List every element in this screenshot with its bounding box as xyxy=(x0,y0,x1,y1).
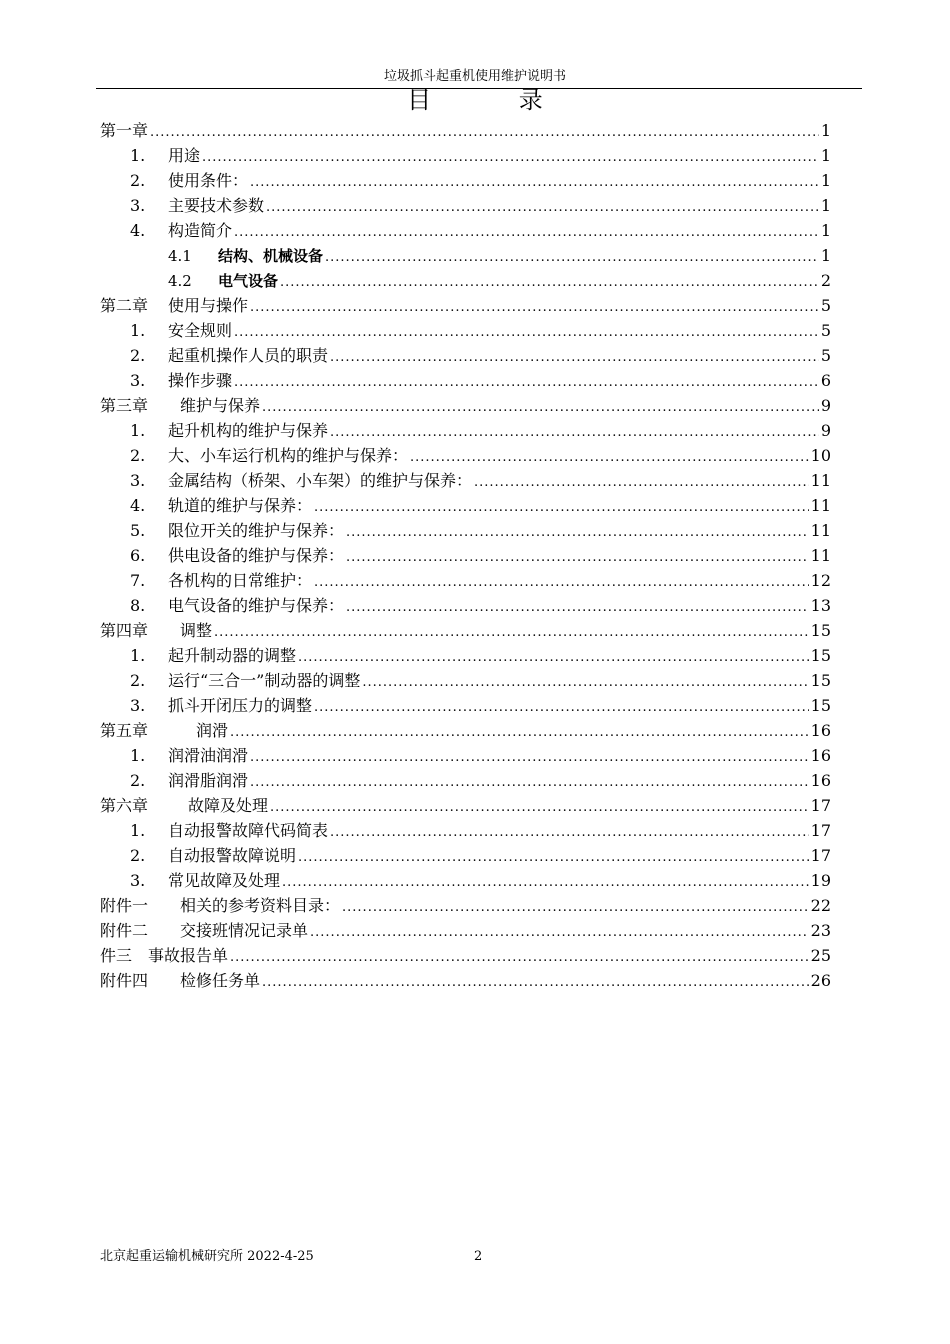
toc-entry-page: 11 xyxy=(810,546,831,565)
toc-entry-page: 16 xyxy=(810,771,831,790)
toc-entry-page: 15 xyxy=(810,671,831,690)
toc-entry-page: 5 xyxy=(820,321,831,340)
toc-dot-leader xyxy=(214,620,809,645)
footer-organization-date: 北京起重运输机械研究所 2022-4-25 xyxy=(100,1249,314,1264)
toc-title: 目 录 xyxy=(407,86,583,114)
toc-dot-leader xyxy=(250,170,819,195)
toc-entry[interactable] xyxy=(100,743,831,768)
toc-entry-title: 构造简介 xyxy=(168,221,233,240)
toc-entry-page: 16 xyxy=(810,746,831,765)
toc-entry-title: 电气设备 xyxy=(218,272,279,290)
toc-entry-title: 自动报警故障说明 xyxy=(168,846,297,865)
toc-entry-page: 17 xyxy=(810,846,831,865)
toc-entry[interactable] xyxy=(100,243,831,268)
toc-entry-page: 16 xyxy=(810,721,831,740)
toc-entry-page: 1 xyxy=(820,171,831,190)
toc-dot-leader xyxy=(474,470,809,495)
toc-dot-leader xyxy=(342,895,809,920)
toc-dot-leader xyxy=(262,395,819,420)
toc-entry-title: 安全规则 xyxy=(168,321,233,340)
toc-dot-leader xyxy=(346,545,809,570)
toc-entry-title: 事故报告单 xyxy=(148,946,229,965)
toc-entry-title: 运行“三合一”制动器的调整 xyxy=(168,671,361,690)
toc-entry-number: 2. xyxy=(130,846,146,865)
toc-entry-page: 1 xyxy=(820,246,831,265)
toc-entry-number: 附件四 xyxy=(100,971,149,990)
toc-entry-title: 大、小车运行机构的维护与保养： xyxy=(168,446,409,465)
toc-entry[interactable] xyxy=(100,568,831,593)
toc-entry-number: 1. xyxy=(130,646,146,665)
toc-entry[interactable] xyxy=(100,318,831,343)
toc-entry-number: 1. xyxy=(130,146,146,165)
toc-dot-leader xyxy=(266,195,819,220)
toc-entry-number: 2. xyxy=(130,771,146,790)
toc-entry-title: 调整 xyxy=(180,621,213,640)
toc-dot-leader xyxy=(330,420,819,445)
toc-entry[interactable] xyxy=(100,418,831,443)
toc-entry-number: 6. xyxy=(130,546,146,565)
toc-entry-page: 1 xyxy=(820,196,831,215)
toc-entry-page: 6 xyxy=(820,371,831,390)
toc-entry-number: 2. xyxy=(130,346,146,365)
toc-dot-leader xyxy=(250,770,809,795)
toc-dot-leader xyxy=(250,295,819,320)
toc-entry-title: 各机构的日常维护： xyxy=(168,571,313,590)
toc-entry[interactable] xyxy=(100,843,831,868)
toc-entry-page: 5 xyxy=(820,296,831,315)
toc-entry-page: 10 xyxy=(810,446,831,465)
toc-entry-number: 4. xyxy=(130,496,146,515)
toc-entry-number: 第六章 xyxy=(100,796,149,815)
toc-entry[interactable] xyxy=(100,268,831,293)
toc-entry[interactable] xyxy=(100,368,831,393)
toc-entry-title: 检修任务单 xyxy=(180,971,261,990)
toc-dot-leader xyxy=(362,670,808,695)
toc-entry[interactable] xyxy=(100,143,831,168)
toc-dot-leader xyxy=(346,595,809,620)
toc-dot-leader xyxy=(280,270,819,295)
toc-entry[interactable] xyxy=(100,393,831,418)
toc-entry-title: 起重机操作人员的职责 xyxy=(168,346,329,365)
toc-entry-title: 交接班情况记录单 xyxy=(180,921,309,940)
toc-entry-page: 11 xyxy=(810,471,831,490)
toc-entry-number: 4.2 xyxy=(168,272,192,290)
toc-entry-number: 1. xyxy=(130,421,146,440)
toc-entry[interactable] xyxy=(100,543,831,568)
toc-entry-number: 3. xyxy=(130,696,146,715)
toc-entry-page: 23 xyxy=(810,921,831,940)
toc-entry-number: 5. xyxy=(130,521,146,540)
toc-entry-number: 附件一 xyxy=(100,896,149,915)
toc-entry-page: 22 xyxy=(810,896,831,915)
toc-dot-leader xyxy=(410,445,809,470)
toc-entry-number: 第四章 xyxy=(100,621,149,640)
toc-entry-number: 3. xyxy=(130,871,146,890)
footer-page-number: 2 xyxy=(474,1249,483,1264)
toc-entry-number: 4.1 xyxy=(168,247,192,265)
toc-entry-title: 故障及处理 xyxy=(188,796,269,815)
toc-entry-title: 金属结构（桥架、小车架）的维护与保养： xyxy=(168,471,473,490)
toc-dot-leader xyxy=(314,570,809,595)
toc-entry[interactable] xyxy=(100,918,831,943)
toc-entry-number: 2. xyxy=(130,671,146,690)
toc-entry-title: 常见故障及处理 xyxy=(168,871,281,890)
toc-entry-page: 5 xyxy=(820,346,831,365)
toc-entry-title: 润滑 xyxy=(196,721,229,740)
toc-dot-leader xyxy=(346,520,809,545)
toc-entry[interactable] xyxy=(100,468,831,493)
toc-entry-number: 2. xyxy=(130,446,146,465)
toc-entry[interactable] xyxy=(100,618,831,643)
toc-dot-leader xyxy=(250,745,809,770)
toc-entry-title: 润滑油润滑 xyxy=(168,746,249,765)
toc-entry-page: 11 xyxy=(810,521,831,540)
toc-entry-number: 4. xyxy=(130,221,146,240)
toc-list xyxy=(100,118,831,993)
toc-dot-leader xyxy=(298,645,809,670)
toc-entry-page: 13 xyxy=(810,596,831,615)
toc-entry-page: 2 xyxy=(820,271,831,290)
toc-dot-leader xyxy=(270,795,809,820)
toc-entry[interactable] xyxy=(100,968,831,993)
toc-entry-title: 用途 xyxy=(168,146,201,165)
toc-entry-page: 11 xyxy=(810,496,831,515)
toc-entry-title: 相关的参考资料目录： xyxy=(180,896,341,915)
toc-entry-title: 限位开关的维护与保养： xyxy=(168,521,345,540)
toc-entry-page: 9 xyxy=(820,421,831,440)
toc-entry-page: 17 xyxy=(810,796,831,815)
toc-dot-leader xyxy=(314,495,809,520)
toc-dot-leader xyxy=(234,320,819,345)
toc-dot-leader xyxy=(325,245,819,270)
toc-entry-title: 轨道的维护与保养： xyxy=(168,496,313,515)
toc-entry[interactable] xyxy=(100,818,831,843)
toc-entry[interactable] xyxy=(100,168,831,193)
toc-entry[interactable] xyxy=(100,768,831,793)
toc-entry-number: 1. xyxy=(130,321,146,340)
toc-entry[interactable] xyxy=(100,118,831,143)
toc-entry[interactable] xyxy=(100,943,831,968)
toc-entry-number: 第三章 xyxy=(100,396,149,415)
toc-entry[interactable] xyxy=(100,718,831,743)
toc-entry-number: 7. xyxy=(130,571,146,590)
toc-entry[interactable] xyxy=(100,518,831,543)
toc-entry-number: 1. xyxy=(130,746,146,765)
toc-entry-title: 使用与操作 xyxy=(168,296,249,315)
toc-entry-title: 润滑脂润滑 xyxy=(168,771,249,790)
toc-entry-number: 第二章 xyxy=(100,296,149,315)
toc-entry[interactable] xyxy=(100,443,831,468)
toc-entry[interactable] xyxy=(100,218,831,243)
toc-entry[interactable] xyxy=(100,793,831,818)
toc-dot-leader xyxy=(330,345,819,370)
toc-entry[interactable] xyxy=(100,493,831,518)
toc-entry-page: 26 xyxy=(810,971,831,990)
toc-entry-title: 维护与保养 xyxy=(180,396,261,415)
toc-entry-title: 电气设备的维护与保养： xyxy=(168,596,345,615)
toc-entry-number: 第五章 xyxy=(100,721,149,740)
toc-entry[interactable] xyxy=(100,343,831,368)
toc-entry[interactable] xyxy=(100,868,831,893)
toc-entry[interactable] xyxy=(100,668,831,693)
toc-entry-page: 1 xyxy=(820,221,831,240)
toc-entry-number: 2. xyxy=(130,171,146,190)
toc-entry-page: 17 xyxy=(810,821,831,840)
toc-entry-title: 供电设备的维护与保养： xyxy=(168,546,345,565)
toc-entry-page: 15 xyxy=(810,646,831,665)
toc-entry-number: 第一章 xyxy=(100,121,149,140)
toc-entry-page: 1 xyxy=(820,146,831,165)
toc-entry-title: 起升制动器的调整 xyxy=(168,646,297,665)
toc-entry[interactable] xyxy=(100,643,831,668)
running-header: 垃圾抓斗起重机使用维护说明书 xyxy=(383,69,566,84)
toc-entry-title: 主要技术参数 xyxy=(168,196,265,215)
toc-dot-leader xyxy=(234,220,819,245)
toc-entry-number: 3. xyxy=(130,196,146,215)
toc-entry[interactable] xyxy=(100,293,831,318)
toc-entry-title: 起升机构的维护与保养 xyxy=(168,421,329,440)
toc-entry-number: 8. xyxy=(130,596,146,615)
toc-entry-number: 附件二 xyxy=(100,921,149,940)
toc-dot-leader xyxy=(150,120,819,145)
toc-entry-page: 19 xyxy=(810,871,831,890)
toc-dot-leader xyxy=(230,720,809,745)
toc-entry-page: 1 xyxy=(820,121,831,140)
toc-entry-page: 25 xyxy=(810,946,831,965)
toc-entry-title: 操作步骤 xyxy=(168,371,233,390)
toc-entry-page: 15 xyxy=(810,696,831,715)
toc-entry-title: 自动报警故障代码简表 xyxy=(168,821,329,840)
toc-entry-title: 抓斗开闭压力的调整 xyxy=(168,696,313,715)
toc-dot-leader xyxy=(234,370,819,395)
toc-dot-leader xyxy=(310,920,809,945)
toc-entry[interactable] xyxy=(100,593,831,618)
toc-entry-title: 结构、机械设备 xyxy=(218,247,324,265)
toc-entry-number: 3. xyxy=(130,371,146,390)
toc-dot-leader xyxy=(262,970,809,995)
toc-entry-number: 1. xyxy=(130,821,146,840)
toc-entry-title: 使用条件： xyxy=(168,171,249,190)
toc-entry-page: 15 xyxy=(810,621,831,640)
toc-dot-leader xyxy=(202,145,819,170)
toc-entry[interactable] xyxy=(100,693,831,718)
toc-dot-leader xyxy=(330,820,809,845)
toc-entry-page: 12 xyxy=(810,571,831,590)
toc-entry[interactable] xyxy=(100,893,831,918)
toc-dot-leader xyxy=(230,945,809,970)
toc-entry-page: 9 xyxy=(820,396,831,415)
toc-entry-number: 件三 xyxy=(100,946,133,965)
toc-dot-leader xyxy=(282,870,809,895)
toc-dot-leader xyxy=(298,845,809,870)
toc-entry[interactable] xyxy=(100,193,831,218)
toc-dot-leader xyxy=(314,695,809,720)
toc-entry-number: 3. xyxy=(130,471,146,490)
